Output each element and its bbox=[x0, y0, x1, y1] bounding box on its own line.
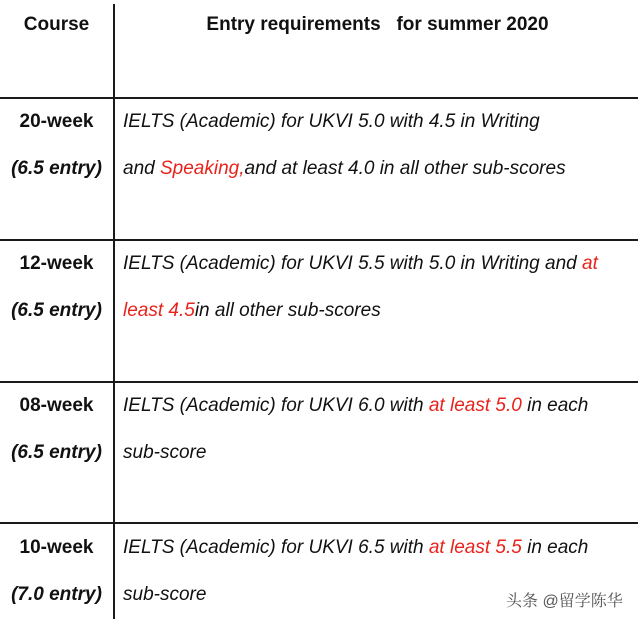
course-name: 08-week bbox=[19, 395, 94, 416]
highlighted-text: at least 5.5 bbox=[428, 537, 522, 558]
header-course: Course bbox=[23, 14, 90, 35]
requirement-text: IELTS (Academic) for UKVI 5.5 with 5.0 in Writing and bbox=[123, 253, 582, 274]
highlighted-text: at least 5.0 bbox=[428, 395, 522, 416]
requirement-text: IELTS (Academic) for UKVI 6.5 with bbox=[123, 537, 429, 558]
requirement-text: and at least 4.0 in all other sub-scores bbox=[244, 158, 566, 179]
course-entry: (6.5 entry) bbox=[11, 300, 102, 321]
requirement-text: and bbox=[123, 158, 160, 179]
requirement-text: in each bbox=[521, 537, 589, 558]
requirement-line bbox=[123, 158, 566, 180]
course-name: 12-week bbox=[19, 253, 94, 274]
requirement-line bbox=[123, 537, 588, 559]
requirement-text: IELTS (Academic) for UKVI 6.0 with bbox=[123, 395, 429, 416]
highlighted-text: at bbox=[582, 253, 598, 274]
requirement-text: in all other sub-scores bbox=[194, 300, 381, 321]
requirement-line bbox=[123, 442, 206, 464]
row-divider bbox=[0, 522, 638, 524]
requirement-line bbox=[123, 111, 540, 133]
course-name: 20-week bbox=[19, 111, 94, 132]
course-entry: (7.0 entry) bbox=[11, 584, 102, 605]
requirement-text: sub-score bbox=[123, 442, 207, 463]
requirement-line bbox=[123, 395, 588, 417]
course-name: 10-week bbox=[19, 537, 94, 558]
watermark: 头条 @留学陈华 bbox=[506, 593, 623, 610]
row-divider bbox=[0, 381, 638, 383]
requirement-line bbox=[123, 300, 381, 322]
requirement-line bbox=[123, 253, 598, 275]
requirement-text: in each bbox=[521, 395, 589, 416]
course-entry: (6.5 entry) bbox=[11, 442, 102, 463]
highlighted-text: least 4.5 bbox=[123, 300, 195, 321]
row-divider bbox=[0, 97, 638, 99]
requirement-text: IELTS (Academic) for UKVI 5.0 with 4.5 in Writing bbox=[123, 111, 540, 132]
requirement-text: sub-score bbox=[123, 584, 207, 605]
requirement-line bbox=[123, 584, 206, 606]
row-divider bbox=[0, 239, 638, 241]
course-entry: (6.5 entry) bbox=[11, 158, 102, 179]
header-requirements: Entry requirements for summer 2020 bbox=[206, 14, 549, 35]
highlighted-text: Speaking, bbox=[159, 158, 245, 179]
